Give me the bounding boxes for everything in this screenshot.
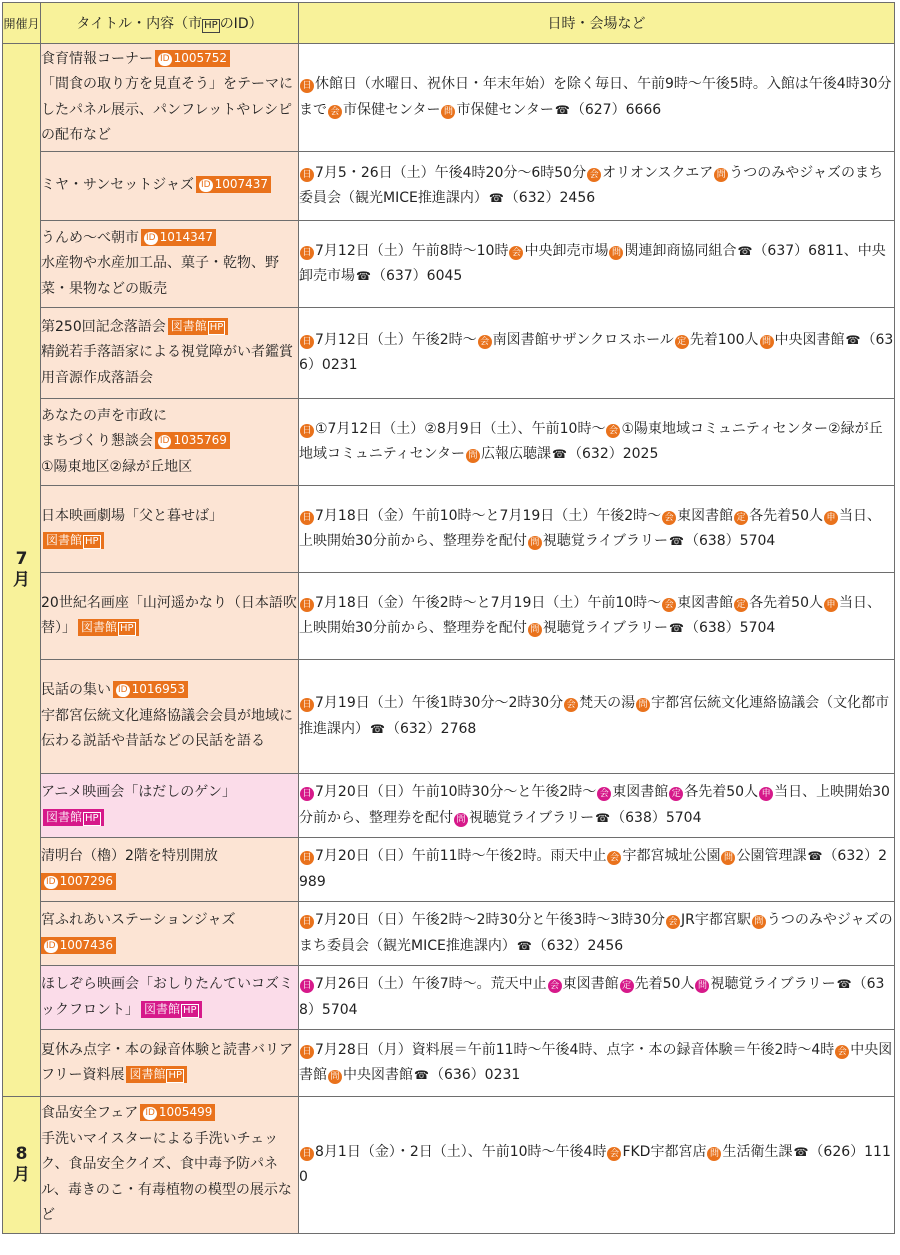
event-venue: 市保健センター: [343, 101, 441, 118]
event-detail-cell: [299, 660, 895, 774]
id-icon: ID: [46, 940, 56, 951]
id-badge: [140, 1104, 215, 1121]
event-datetime: 7月20日（日）午前10時30分〜と午後2時〜: [315, 784, 597, 800]
library-badge-label: 図書館: [170, 318, 207, 333]
event-venue: 東図書館: [612, 784, 669, 800]
id-badge: [155, 50, 230, 67]
event-title-cell: [41, 838, 299, 902]
table-row: [3, 838, 895, 902]
event-title-cell: [41, 1030, 299, 1097]
event-contact: 広報広聴課: [481, 446, 552, 462]
hp-mark-icon: HP: [120, 623, 134, 634]
event-venue: FKD宇都宮店: [622, 1143, 707, 1160]
contact-mark-icon: 問: [636, 698, 650, 712]
event-contact: 関連卸商協同組合: [624, 242, 737, 259]
event-datetime: 7月5・26日（土）午後4時20分〜6時50分: [315, 164, 587, 181]
phone-icon: ☎: [737, 243, 753, 258]
event-contact: 視聴覚ライブラリー: [469, 809, 595, 826]
phone-icon: ☎: [807, 849, 823, 863]
capacity-mark-icon: 定: [734, 511, 748, 525]
event-datetime: 8月1日（金）・2日（土）、午前10時〜午後4時: [315, 1143, 607, 1160]
event-title-cell: [41, 221, 299, 308]
id-icon: ID: [159, 436, 170, 447]
date-mark-icon: 日: [300, 598, 314, 612]
event-datetime: 休館日（水曜日、祝休日・年末年始）を除く毎日、午前9時〜午後5時。入館は午後4時30分まで: [299, 76, 892, 118]
event-contact: 視聴覚ライブラリー: [710, 976, 836, 992]
date-mark-icon: 日: [300, 168, 314, 182]
venue-mark-icon: 会: [478, 335, 492, 349]
event-tel: （626）1110: [299, 1143, 891, 1185]
venue-mark-icon: 会: [509, 246, 523, 260]
id-badge: [196, 176, 271, 193]
event-detail-cell: [299, 44, 895, 152]
event-desc: ①陽東地区②緑が丘地区: [41, 458, 193, 475]
event-venue: JR宇都宮駅: [680, 912, 751, 928]
header-title-text-end: のID）: [219, 16, 263, 32]
table-row: [3, 1097, 895, 1234]
event-detail-cell: [299, 399, 895, 486]
event-venue: オリオンスクエア: [602, 164, 714, 181]
phone-icon: ☎: [554, 102, 570, 117]
event-apply: 当日、上映開始30分前から、整理券を配付: [299, 594, 881, 636]
header-month: 開催月: [3, 3, 41, 44]
date-mark-icon: 日: [300, 1045, 314, 1059]
event-tel: （637）6811: [753, 242, 844, 259]
event-id: 1007296: [59, 873, 114, 888]
event-detail-cell: [299, 1030, 895, 1097]
event-title: まちづくり懇談会: [41, 433, 153, 450]
venue-mark-icon: 会: [606, 424, 620, 438]
event-tel: （638）5704: [299, 976, 885, 1018]
date-mark-icon: 日: [300, 511, 314, 525]
event-apply: 当日、上映開始30分前から、整理券を配付: [299, 507, 881, 549]
library-badge-label: 図書館: [46, 533, 83, 547]
event-contact: 中央図書館: [774, 331, 845, 348]
event-title-cell: [41, 1097, 299, 1234]
id-icon: ID: [46, 876, 56, 887]
contact-mark-icon: 問: [454, 813, 468, 827]
event-title-line1: あなたの声を市政に: [41, 407, 167, 424]
event-detail-cell: [299, 774, 895, 838]
phone-icon: ☎: [595, 810, 611, 825]
event-title-cell: [41, 660, 299, 774]
event-tel: （632）2456: [504, 190, 596, 206]
contact-mark-icon: 問: [528, 623, 542, 637]
event-title: 清明台（櫓）2階を特別開放: [41, 848, 218, 864]
event-id: 1005499: [158, 1105, 213, 1120]
event-datetime: 7月12日（土）午前8時〜10時: [315, 242, 509, 259]
phone-icon: ☎: [845, 332, 861, 347]
contact-mark-icon: 問: [466, 449, 480, 463]
event-title: 食品安全フェア: [41, 1105, 139, 1122]
event-capacity: 各先着50人: [684, 784, 759, 800]
event-id: 1014347: [159, 229, 214, 244]
hp-mark-icon: HP: [85, 536, 99, 547]
id-icon: ID: [145, 1108, 155, 1119]
phone-icon: ☎: [370, 721, 385, 736]
event-datetime: 7月26日（土）午後7時〜。荒天中止: [315, 976, 547, 992]
table-row: [3, 1030, 895, 1097]
id-icon: ID: [118, 685, 128, 696]
capacity-mark-icon: 定: [734, 598, 748, 612]
event-id: 1035769: [173, 433, 227, 448]
capacity-mark-icon: 定: [675, 335, 689, 349]
hp-mark-icon: HP: [85, 812, 99, 824]
event-id: 1005752: [173, 50, 228, 65]
phone-icon: ☎: [488, 191, 504, 205]
contact-mark-icon: 問: [721, 851, 735, 865]
month-unit: 月: [13, 570, 30, 590]
table-header-row: [3, 3, 895, 44]
table-row: [3, 221, 895, 308]
event-contact: 視聴覚ライブラリー: [542, 620, 668, 636]
date-mark-icon: 日: [300, 851, 314, 865]
event-title-cell: [41, 573, 299, 660]
table-row: [3, 966, 895, 1030]
event-desc: 手洗いマイスターによる手洗いチェック、食品安全クイズ、食中毒予防パネル、毒きのこ・有毒植物の模型の展示など: [41, 1130, 292, 1224]
library-badge: [141, 1001, 202, 1018]
header-title: [41, 3, 299, 44]
id-badge: [141, 229, 216, 246]
month-number: 7: [15, 549, 28, 569]
date-mark-icon: 日: [300, 424, 314, 438]
venue-mark-icon: 会: [587, 168, 601, 182]
capacity-mark-icon: 定: [620, 979, 634, 993]
event-desc: 水産物や水産加工品、菓子・乾物、野菜・果物などの販売: [41, 255, 279, 297]
event-venue: 中央卸売市場: [524, 242, 609, 259]
event-venue: 南図書館サザンクロスホール: [492, 331, 674, 348]
event-title-cell: [41, 966, 299, 1030]
event-tel: （638）5704: [611, 809, 702, 826]
phone-icon: ☎: [669, 621, 684, 635]
event-title: 第250回記念落語会: [41, 318, 166, 335]
event-contact: 視聴覚ライブラリー: [542, 533, 668, 549]
venue-mark-icon: 会: [328, 105, 342, 119]
event-tel: （632）2768: [385, 720, 477, 737]
date-mark-icon: 日: [300, 698, 314, 712]
event-tel: （636）0231: [299, 331, 894, 373]
library-badge-label: 図書館: [81, 620, 118, 634]
event-datetime: 7月19日（土）午後1時30分〜2時30分: [315, 695, 564, 711]
event-contact: 生活衛生課: [722, 1143, 793, 1160]
event-detail-cell: [299, 308, 895, 399]
id-icon: ID: [201, 180, 211, 191]
event-datetime: 7月18日（金）午前10時〜と7月19日（土）午後2時〜: [315, 507, 662, 524]
event-title: うんめ〜べ朝市: [41, 229, 139, 246]
event-detail-cell: [299, 221, 895, 308]
contact-mark-icon: 問: [328, 1070, 342, 1084]
header-title-text: タイトル・内容（市: [76, 16, 203, 32]
event-title-cell: [41, 44, 299, 152]
event-title: 民話の集い: [41, 682, 111, 699]
event-datetime: ①7月12日（土）②8月9日（土）、午前10時〜: [315, 420, 606, 437]
header-detail: 日時・会場など: [299, 3, 895, 44]
event-detail-cell: [299, 486, 895, 573]
table-row: [3, 774, 895, 838]
event-detail-cell: [299, 902, 895, 966]
id-badge: [155, 432, 230, 449]
event-capacity: 先着50人: [634, 976, 695, 992]
event-title-cell: [41, 486, 299, 573]
event-title-cell: [41, 902, 299, 966]
event-tel: （638）5704: [684, 620, 776, 636]
contact-mark-icon: 問: [707, 1147, 721, 1161]
contact-mark-icon: 問: [609, 246, 623, 260]
event-tel: （636）0231: [429, 1067, 521, 1083]
venue-mark-icon: 会: [607, 1147, 621, 1161]
event-title-cell: [41, 152, 299, 221]
event-title: 20世紀名画座「山河遥かなり（日本語吹替）」: [41, 594, 297, 636]
event-venue: 東図書館: [677, 507, 734, 524]
event-datetime: 7月20日（日）午後2時〜2時30分と午後3時〜3時30分: [315, 912, 665, 928]
event-tel: （632）2989: [299, 848, 888, 890]
event-venue: ①陽東地域コミュニティセンター②緑が丘地域コミュニティセンター: [299, 420, 883, 462]
id-icon: ID: [146, 232, 156, 243]
event-title: 夏休み点字・本の録音体験と読書バリアフリー資料展: [41, 1041, 293, 1083]
hp-mark-icon: HP: [168, 1070, 183, 1081]
event-datetime: 7月20日（日）午前11時〜午後2時。雨天中止: [315, 848, 607, 864]
event-title: 宮ふれあいステーションジャズ: [41, 912, 236, 928]
event-desc: 「間食の取り方を見直そう」をテーマにしたパネル展示、パンフレットやレシピの配布など: [41, 76, 293, 143]
apply-mark-icon: 申: [759, 787, 773, 801]
phone-icon: ☎: [669, 534, 684, 548]
event-tel: （627）6666: [570, 101, 662, 118]
library-badge-label: 図書館: [46, 809, 83, 824]
venue-mark-icon: 会: [666, 915, 680, 929]
phone-icon: ☎: [793, 1144, 809, 1159]
contact-mark-icon: 問: [752, 915, 766, 929]
event-title: 食育情報コーナー: [41, 50, 153, 67]
event-capacity: 先着100人: [689, 331, 759, 348]
capacity-mark-icon: 定: [669, 787, 683, 801]
event-capacity: 各先着50人: [749, 594, 823, 611]
month-unit: 月: [13, 1165, 30, 1185]
library-badge: [126, 1066, 187, 1083]
event-venue: 中央図書館: [299, 1041, 893, 1083]
date-mark-icon: 日: [300, 979, 314, 993]
event-id: 1007436: [59, 937, 114, 952]
event-table: [2, 2, 895, 1234]
apply-mark-icon: 申: [824, 511, 838, 525]
id-icon: ID: [160, 53, 170, 64]
library-badge-label: 図書館: [129, 1067, 166, 1081]
event-tel: （638）5704: [684, 533, 776, 549]
event-contact: 宇都宮伝統文化連絡協議会（文化都市推進課内）: [299, 695, 890, 737]
event-apply: 当日、上映開始30分前から、整理券を配付: [299, 784, 890, 826]
contact-mark-icon: 問: [441, 105, 455, 119]
event-title-cell: [41, 399, 299, 486]
phone-icon: ☎: [836, 977, 852, 991]
id-badge: [41, 873, 116, 890]
event-desc: 精鋭若手落語家による視覚障がい者鑑賞用音源作成落語会: [41, 344, 293, 386]
phone-icon: ☎: [414, 1068, 429, 1082]
hp-mark-icon: HP: [204, 20, 218, 31]
table-row: [3, 44, 895, 152]
event-desc: 宇都宮伝統文化連絡協議会会員が地域に伝わる説話や昔話などの民話を語る: [41, 707, 293, 750]
contact-mark-icon: 問: [760, 335, 774, 349]
table-row: [3, 486, 895, 573]
event-detail-cell: [299, 1097, 895, 1234]
phone-icon: ☎: [552, 447, 567, 461]
event-id: 1007437: [214, 177, 269, 192]
event-datetime: 7月28日（月）資料展＝午前11時〜午後4時、点字・本の録音体験＝午後2時〜4時: [315, 1041, 835, 1058]
library-badge: [43, 532, 104, 549]
month-number: 8: [15, 1144, 28, 1164]
event-id: 1016953: [131, 682, 186, 697]
date-mark-icon: 日: [300, 79, 314, 93]
event-tel: （632）2456: [532, 937, 624, 954]
date-mark-icon: 日: [300, 787, 314, 801]
event-title-cell: [41, 774, 299, 838]
event-contact: 中央図書館: [343, 1067, 413, 1083]
event-title: ミヤ・サンセットジャズ: [41, 177, 195, 194]
table-row: [3, 399, 895, 486]
venue-mark-icon: 会: [835, 1045, 849, 1059]
venue-mark-icon: 会: [548, 979, 562, 993]
id-badge: [113, 681, 188, 698]
library-badge: [168, 318, 229, 335]
library-badge: [78, 619, 139, 636]
event-title: ほしぞら映画会「おしりたんていコズミックフロント」: [41, 976, 293, 1018]
date-mark-icon: 日: [300, 246, 314, 260]
table-row: [3, 152, 895, 221]
contact-mark-icon: 問: [695, 979, 709, 993]
event-contact: うつのみやジャズのまち委員会（観光MICE推進課内）: [299, 912, 893, 954]
event-venue: 宇都宮城址公園: [622, 848, 721, 864]
library-badge: [43, 809, 104, 826]
date-mark-icon: 日: [300, 1147, 314, 1161]
date-mark-icon: 日: [300, 915, 314, 929]
contact-mark-icon: 問: [714, 168, 728, 182]
hp-mark-icon: HP: [209, 321, 224, 333]
event-capacity: 各先着50人: [749, 507, 823, 524]
event-datetime: 7月12日（土）午後2時〜: [315, 331, 477, 348]
event-datetime: 7月18日（金）午後2時〜と7月19日（土）午前10時〜: [315, 594, 662, 611]
event-venue: 梵天の湯: [579, 695, 636, 711]
table-row: [3, 573, 895, 660]
event-venue: 東図書館: [562, 976, 619, 992]
hp-mark-icon: HP: [183, 1004, 197, 1016]
venue-mark-icon: 会: [607, 851, 621, 865]
apply-mark-icon: 申: [824, 598, 838, 612]
event-title: 日本映画劇場「父と暮せば」: [41, 507, 223, 524]
event-detail-cell: [299, 152, 895, 221]
event-contact: うつのみやジャズのまち委員会（観光MICE推進課内）: [299, 164, 883, 206]
venue-mark-icon: 会: [662, 511, 676, 525]
library-badge-label: 図書館: [144, 1001, 181, 1016]
event-detail-cell: [299, 573, 895, 660]
venue-mark-icon: 会: [662, 598, 676, 612]
venue-mark-icon: 会: [597, 787, 611, 801]
event-contact-secondary: 、中央卸売市場: [299, 242, 886, 284]
id-badge: [41, 937, 116, 954]
event-tel: （632）2025: [568, 446, 659, 462]
event-detail-cell: [299, 838, 895, 902]
date-mark-icon: 日: [300, 335, 314, 349]
event-contact: 市保健センター: [456, 101, 554, 118]
venue-mark-icon: 会: [564, 698, 578, 712]
event-contact: 公園管理課: [736, 848, 807, 864]
table-row: [3, 308, 895, 399]
table-row: [3, 902, 895, 966]
event-tel-secondary: （637）6045: [371, 268, 463, 284]
phone-icon: ☎: [516, 938, 532, 953]
event-title: アニメ映画会「はだしのゲン」: [41, 784, 237, 800]
event-title-cell: [41, 308, 299, 399]
contact-mark-icon: 問: [528, 536, 542, 550]
table-row: [3, 660, 895, 774]
event-detail-cell: [299, 966, 895, 1030]
month-july: [3, 44, 41, 1097]
event-venue: 東図書館: [677, 594, 734, 611]
month-august: [3, 1097, 41, 1234]
phone-icon: ☎: [356, 269, 371, 283]
